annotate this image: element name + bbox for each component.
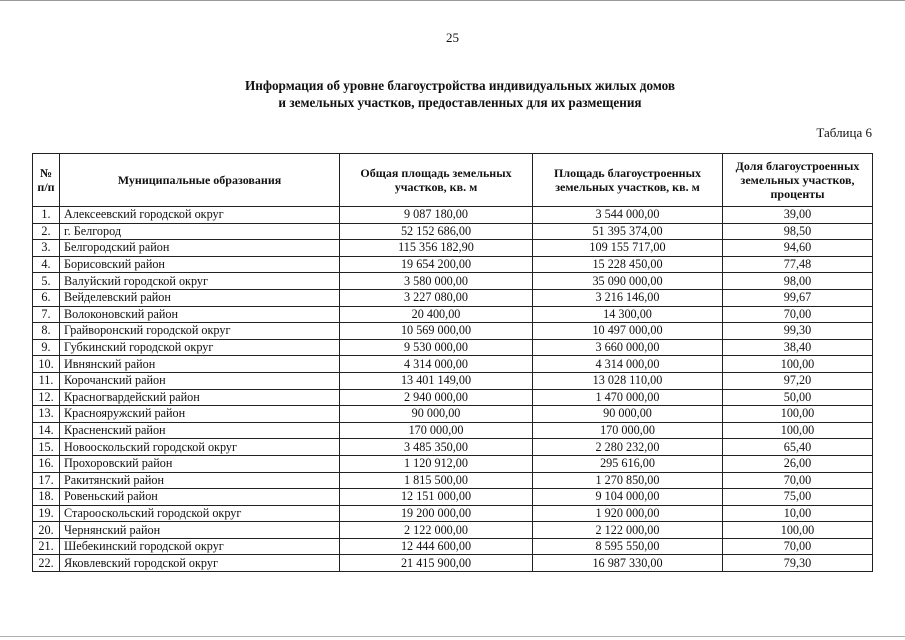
cell-municipality: Валуйский городской округ — [60, 273, 340, 290]
cell-num: 5. — [33, 273, 60, 290]
table-row — [33, 555, 873, 572]
cell-municipality: Новооскольский городской округ — [60, 439, 340, 456]
cell-num: 15. — [33, 439, 60, 456]
table-body — [33, 207, 873, 572]
cell-num: 20. — [33, 522, 60, 539]
table-row — [33, 256, 873, 273]
table-row — [33, 389, 873, 406]
table-row — [33, 289, 873, 306]
scan-bottom-edge — [0, 636, 905, 637]
cell-municipality: Шебекинский городской округ — [60, 538, 340, 555]
cell-municipality: Алексеевский городской округ — [60, 207, 340, 224]
cell-num: 17. — [33, 472, 60, 489]
cell-num: 21. — [33, 538, 60, 555]
cell-municipality: Старооскольский городской округ — [60, 505, 340, 522]
table-row — [33, 522, 873, 539]
cell-total-area: 10 569 000,00 — [340, 323, 533, 340]
cell-share: 98,50 — [723, 223, 873, 240]
cell-share: 70,00 — [723, 472, 873, 489]
document-title — [160, 77, 760, 111]
cell-num: 2. — [33, 223, 60, 240]
cell-total-area: 2 940 000,00 — [340, 389, 533, 406]
table-row — [33, 439, 873, 456]
table-row — [33, 422, 873, 439]
cell-total-area: 19 654 200,00 — [340, 256, 533, 273]
cell-num: 9. — [33, 339, 60, 356]
cell-improved-area: 16 987 330,00 — [533, 555, 723, 572]
cell-share: 10,00 — [723, 505, 873, 522]
table-row — [33, 505, 873, 522]
cell-improved-area: 295 616,00 — [533, 455, 723, 472]
cell-num: 11. — [33, 372, 60, 389]
header-num: № п/п — [33, 154, 60, 207]
cell-share: 38,40 — [723, 339, 873, 356]
cell-share: 100,00 — [723, 356, 873, 373]
cell-total-area: 4 314 000,00 — [340, 356, 533, 373]
cell-total-area: 1 815 500,00 — [340, 472, 533, 489]
document-title-line-2: и земельных участков, предоставленных для их размещения — [278, 95, 642, 110]
header-municipality: Муниципальные образования — [60, 154, 340, 207]
cell-municipality: Краснояружский район — [60, 406, 340, 423]
table-row — [33, 207, 873, 224]
cell-share: 100,00 — [723, 522, 873, 539]
cell-share: 65,40 — [723, 439, 873, 456]
table-row — [33, 472, 873, 489]
table-row — [33, 406, 873, 423]
cell-share: 26,00 — [723, 455, 873, 472]
cell-total-area: 12 444 600,00 — [340, 538, 533, 555]
table-caption: Таблица 6 — [816, 125, 872, 140]
cell-municipality: Ровеньский район — [60, 489, 340, 506]
cell-share: 75,00 — [723, 489, 873, 506]
cell-municipality: Губкинский городской округ — [60, 339, 340, 356]
cell-total-area: 2 122 000,00 — [340, 522, 533, 539]
cell-municipality: Грайворонский городской округ — [60, 323, 340, 340]
cell-total-area: 12 151 000,00 — [340, 489, 533, 506]
cell-share: 70,00 — [723, 538, 873, 555]
cell-total-area: 3 485 350,00 — [340, 439, 533, 456]
cell-improved-area: 4 314 000,00 — [533, 356, 723, 373]
cell-total-area: 170 000,00 — [340, 422, 533, 439]
cell-improved-area: 15 228 450,00 — [533, 256, 723, 273]
cell-total-area: 20 400,00 — [340, 306, 533, 323]
page-number: 25 — [446, 30, 459, 45]
header-improved-area: Площадь благоустроенных земельных участков, кв. м — [533, 154, 723, 207]
header-share: Доля благоустроенных земельных участков, проценты — [723, 154, 873, 207]
cell-share: 77,48 — [723, 256, 873, 273]
cell-num: 1. — [33, 207, 60, 224]
cell-improved-area: 2 280 232,00 — [533, 439, 723, 456]
cell-improved-area: 35 090 000,00 — [533, 273, 723, 290]
cell-municipality: Вейделевский район — [60, 289, 340, 306]
table-row — [33, 372, 873, 389]
cell-municipality: Борисовский район — [60, 256, 340, 273]
cell-share: 79,30 — [723, 555, 873, 572]
cell-municipality: Яковлевский городской округ — [60, 555, 340, 572]
cell-improved-area: 51 395 374,00 — [533, 223, 723, 240]
cell-municipality: Красногвардейский район — [60, 389, 340, 406]
table-row — [33, 223, 873, 240]
cell-num: 8. — [33, 323, 60, 340]
cell-improved-area: 14 300,00 — [533, 306, 723, 323]
cell-improved-area: 170 000,00 — [533, 422, 723, 439]
cell-total-area: 13 401 149,00 — [340, 372, 533, 389]
document-title-line-1: Информация об уровне благоустройства индивидуальных жилых домов — [244, 78, 676, 93]
cell-share: 94,60 — [723, 240, 873, 257]
cell-total-area: 115 356 182,90 — [340, 240, 533, 257]
cell-num: 7. — [33, 306, 60, 323]
cell-improved-area: 109 155 717,00 — [533, 240, 723, 257]
cell-total-area: 9 087 180,00 — [340, 207, 533, 224]
cell-improved-area: 1 470 000,00 — [533, 389, 723, 406]
table-row — [33, 339, 873, 356]
cell-municipality: Прохоровский район — [60, 455, 340, 472]
cell-total-area: 21 415 900,00 — [340, 555, 533, 572]
cell-municipality: Волоконовский район — [60, 306, 340, 323]
cell-municipality: Ивнянский район — [60, 356, 340, 373]
table-row — [33, 538, 873, 555]
table-row — [33, 306, 873, 323]
cell-improved-area: 3 660 000,00 — [533, 339, 723, 356]
cell-total-area: 52 152 686,00 — [340, 223, 533, 240]
cell-share: 97,20 — [723, 372, 873, 389]
cell-num: 18. — [33, 489, 60, 506]
cell-improved-area: 10 497 000,00 — [533, 323, 723, 340]
scan-top-edge — [0, 0, 905, 1]
cell-share: 100,00 — [723, 422, 873, 439]
table-row — [33, 356, 873, 373]
cell-share: 50,00 — [723, 389, 873, 406]
cell-total-area: 3 227 080,00 — [340, 289, 533, 306]
cell-num: 16. — [33, 455, 60, 472]
cell-share: 99,67 — [723, 289, 873, 306]
cell-improved-area: 3 216 146,00 — [533, 289, 723, 306]
cell-total-area: 1 120 912,00 — [340, 455, 533, 472]
cell-improved-area: 1 920 000,00 — [533, 505, 723, 522]
cell-municipality: Красненский район — [60, 422, 340, 439]
table-row — [33, 240, 873, 257]
cell-num: 13. — [33, 406, 60, 423]
cell-improved-area: 1 270 850,00 — [533, 472, 723, 489]
cell-improved-area: 3 544 000,00 — [533, 207, 723, 224]
cell-num: 10. — [33, 356, 60, 373]
cell-num: 14. — [33, 422, 60, 439]
cell-municipality: Чернянский район — [60, 522, 340, 539]
table-header-row — [33, 154, 873, 207]
cell-share: 70,00 — [723, 306, 873, 323]
cell-municipality: Белгородский район — [60, 240, 340, 257]
cell-num: 6. — [33, 289, 60, 306]
table-row — [33, 489, 873, 506]
cell-municipality: г. Белгород — [60, 223, 340, 240]
table-row — [33, 323, 873, 340]
cell-share: 98,00 — [723, 273, 873, 290]
header-total-area: Общая площадь земельных участков, кв. м — [340, 154, 533, 207]
improvement-table — [32, 153, 873, 572]
table-row — [33, 455, 873, 472]
cell-improved-area: 8 595 550,00 — [533, 538, 723, 555]
cell-num: 22. — [33, 555, 60, 572]
cell-share: 100,00 — [723, 406, 873, 423]
cell-total-area: 3 580 000,00 — [340, 273, 533, 290]
cell-improved-area: 90 000,00 — [533, 406, 723, 423]
cell-municipality: Корочанский район — [60, 372, 340, 389]
cell-improved-area: 9 104 000,00 — [533, 489, 723, 506]
cell-total-area: 19 200 000,00 — [340, 505, 533, 522]
cell-num: 4. — [33, 256, 60, 273]
cell-num: 12. — [33, 389, 60, 406]
cell-num: 19. — [33, 505, 60, 522]
cell-num: 3. — [33, 240, 60, 257]
cell-total-area: 9 530 000,00 — [340, 339, 533, 356]
table-row — [33, 273, 873, 290]
cell-municipality: Ракитянский район — [60, 472, 340, 489]
cell-share: 99,30 — [723, 323, 873, 340]
cell-improved-area: 2 122 000,00 — [533, 522, 723, 539]
cell-total-area: 90 000,00 — [340, 406, 533, 423]
cell-share: 39,00 — [723, 207, 873, 224]
cell-improved-area: 13 028 110,00 — [533, 372, 723, 389]
